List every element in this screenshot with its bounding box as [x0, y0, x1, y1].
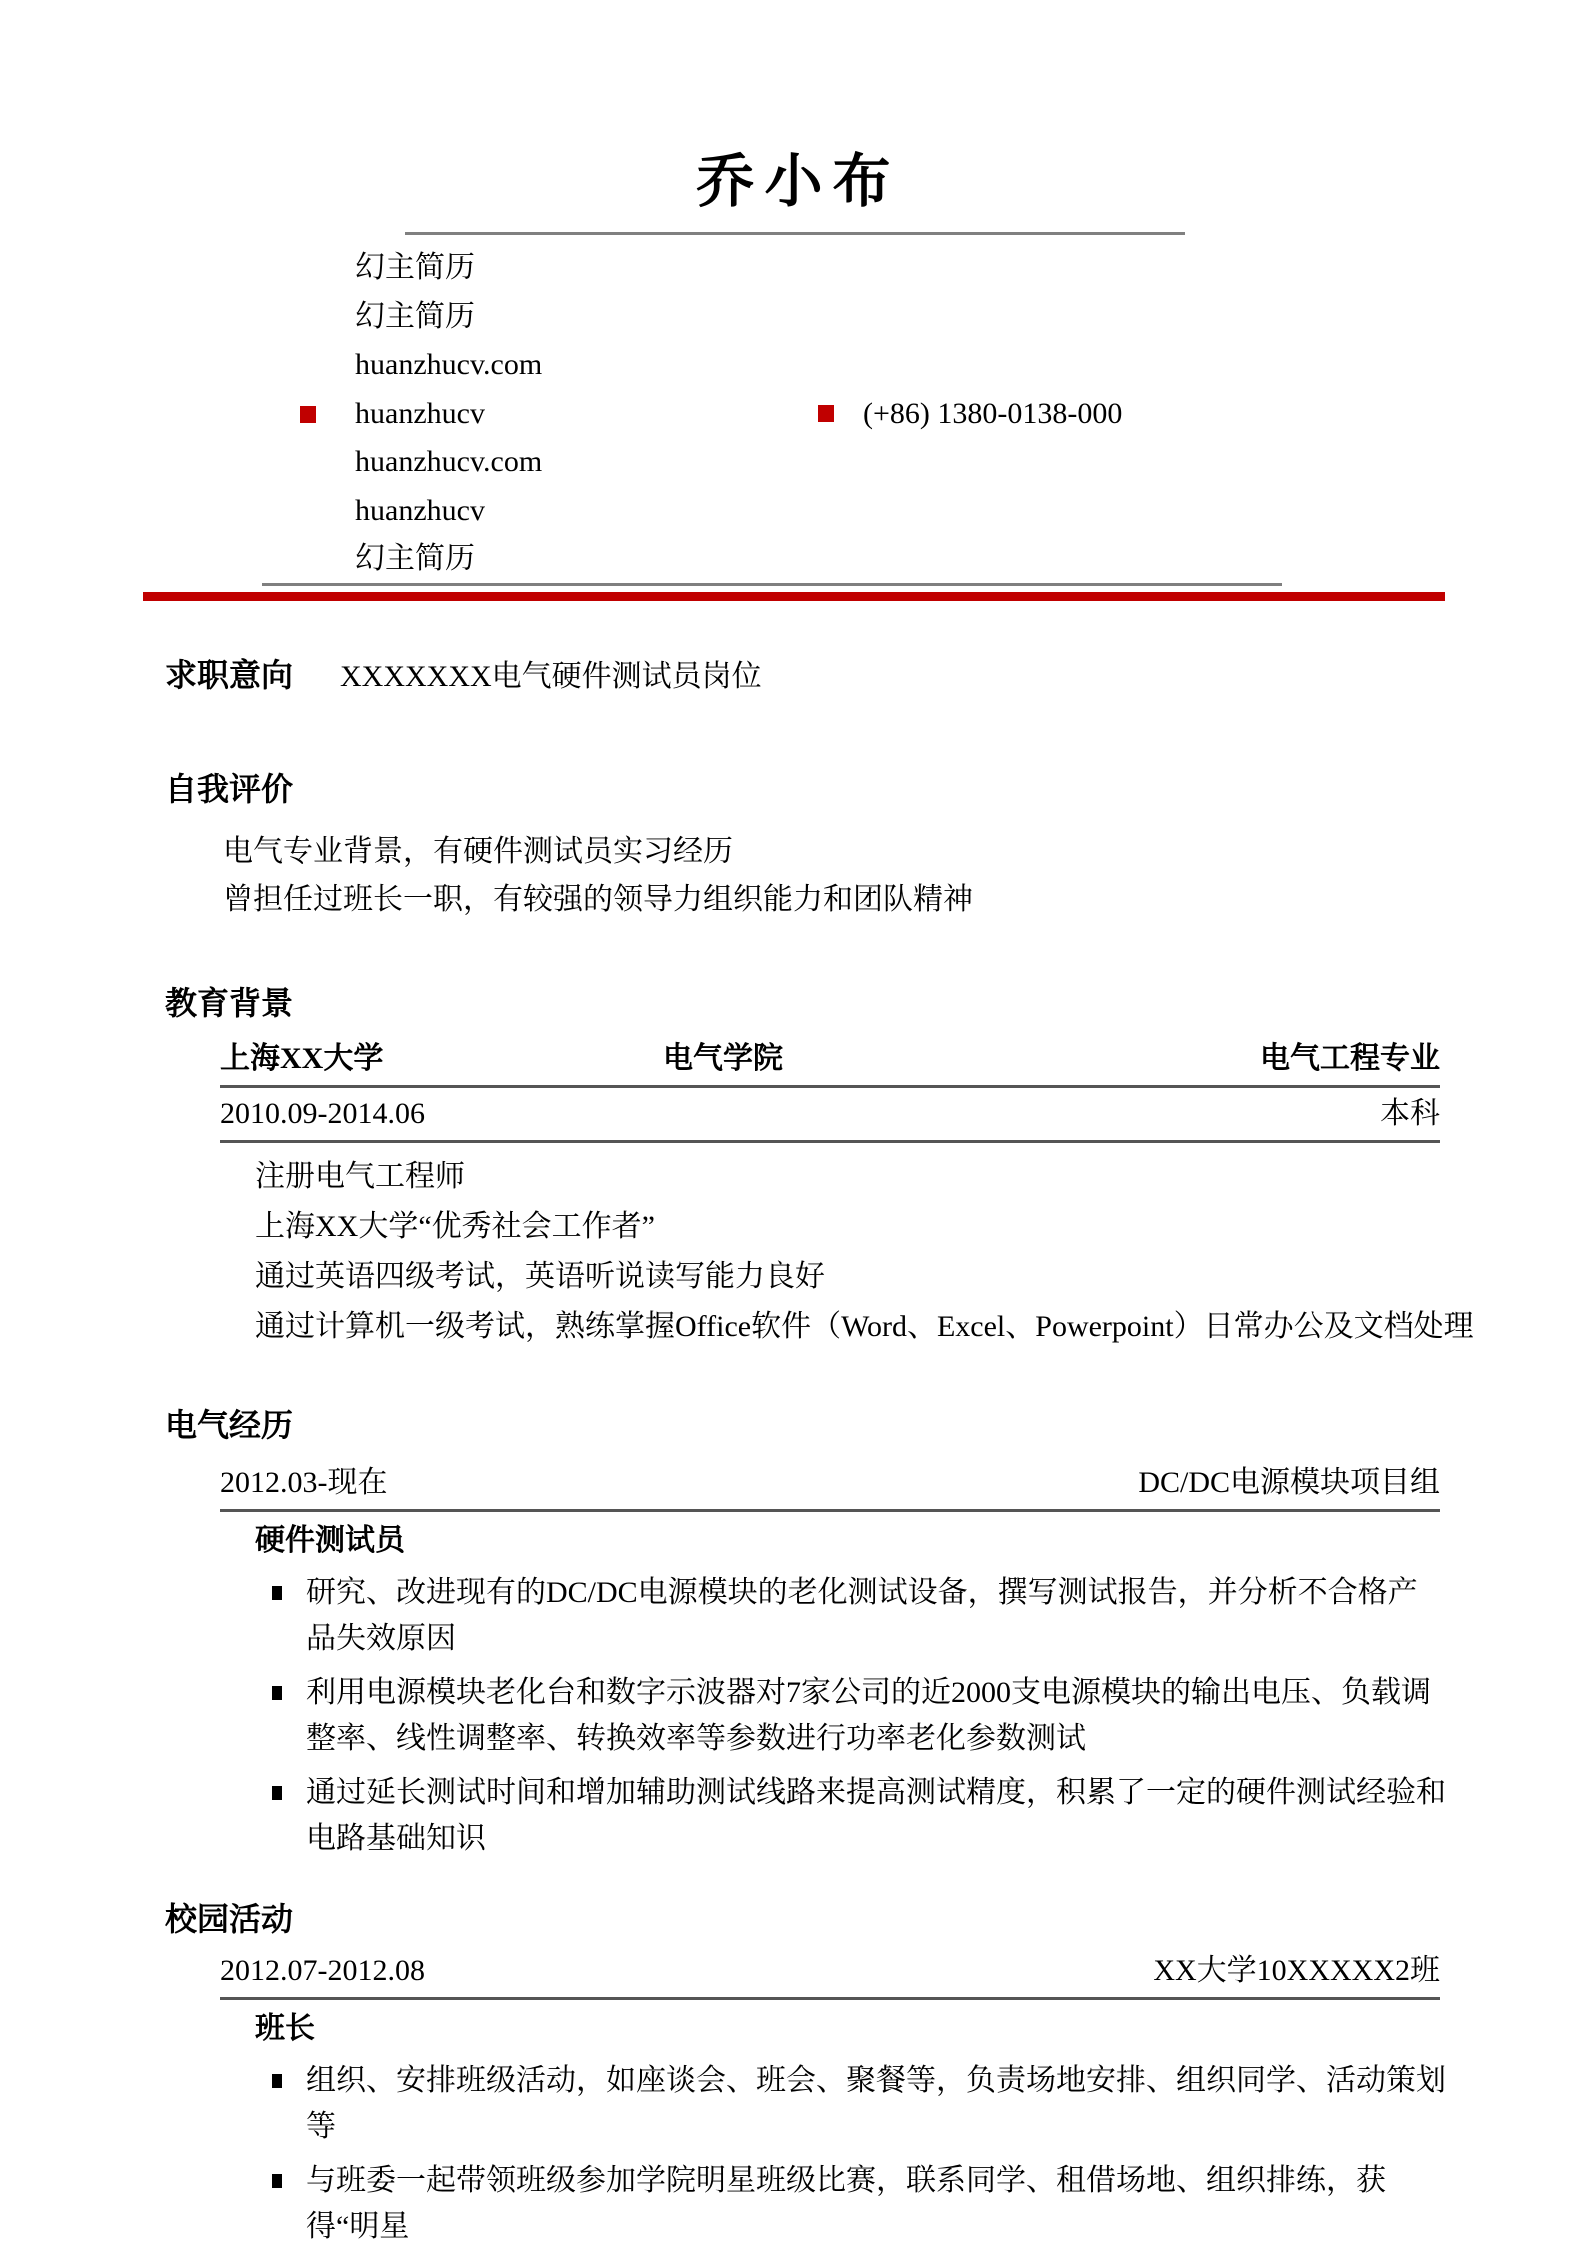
education-detail: 注册电气工程师	[255, 1160, 465, 1193]
header-divider-red	[143, 592, 1445, 601]
contact-phone-group	[818, 390, 1122, 439]
section-heading-experience: 电气经历	[165, 1407, 294, 1443]
education-period: 2010.09-2014.06	[220, 1097, 425, 1130]
campus-bullet-text: 组织、安排班级活动，如座谈会、班会、聚餐等，负责场地安排、组织同学、活动策划等	[306, 2064, 1446, 2143]
contact-row	[0, 535, 1587, 584]
title-underline	[405, 232, 1185, 235]
campus-bullet-text: 与班委一起带领班级参加学院明星班级比赛，联系同学、租借场地、组织排练，获得“明星	[306, 2164, 1386, 2243]
campus-header-row	[220, 1954, 1440, 2000]
self-evaluation-lines	[223, 828, 973, 924]
education-school: 上海XX大学	[220, 1042, 384, 1075]
education-period-row	[220, 1097, 1440, 1143]
contact-block	[0, 244, 1587, 584]
experience-bullet	[270, 1570, 1446, 1662]
campus-bullet	[270, 2058, 1446, 2150]
education-detail: 通过英语四级考试，英语听说读写能力良好	[255, 1260, 825, 1293]
contact-text: huanzhucv.com	[355, 445, 543, 479]
contact-text: 幻主简历	[355, 542, 475, 576]
campus-organization: XX大学10XXXXX2班	[1153, 1954, 1440, 1987]
education-major: 电气工程专业	[1260, 1042, 1440, 1075]
experience-bullet-text: 通过延长测试时间和增加辅助测试线路来提高测试精度，积累了一定的硬件测试经验和电路基础知识	[306, 1776, 1446, 1855]
campus-period: 2012.07-2012.08	[220, 1954, 425, 1987]
header-divider-thin	[262, 583, 1282, 586]
education-detail: 上海XX大学“优秀社会工作者”	[255, 1210, 655, 1243]
education-header-row	[220, 1042, 1440, 1088]
experience-bullet	[270, 1670, 1446, 1762]
experience-organization: DC/DC电源模块项目组	[1138, 1466, 1440, 1499]
education-details	[255, 1152, 1474, 1352]
red-square-bullet-icon	[818, 405, 834, 422]
page-title: 乔小布	[696, 149, 901, 214]
experience-role: 硬件测试员	[255, 1524, 405, 1557]
campus-role: 班长	[255, 2012, 315, 2045]
experience-bullet	[270, 1770, 1446, 1862]
contact-text: huanzhucv	[355, 396, 485, 430]
section-heading-self-evaluation: 自我评价	[165, 771, 294, 807]
experience-header-row	[220, 1466, 1440, 1512]
black-square-bullet-icon	[272, 1586, 282, 1600]
self-evaluation-line: 曾担任过班长一职，有较强的领导力组织能力和团队精神	[223, 883, 973, 916]
contact-row	[0, 438, 1587, 487]
contact-text: huanzhucv.com	[355, 348, 543, 382]
section-heading-objective: 求职意向	[165, 657, 294, 693]
experience-bullet-text: 研究、改进现有的DC/DC电源模块的老化测试设备，撰写测试报告，并分析不合格产品失效原因	[306, 1576, 1418, 1655]
contact-text: 幻主简历	[355, 251, 475, 285]
experience-bullet-list	[270, 1570, 1446, 1870]
phone-text: (+86) 1380-0138-000	[863, 396, 1123, 430]
campus-bullet-list	[270, 2058, 1446, 2244]
experience-period: 2012.03-现在	[220, 1466, 388, 1499]
contact-row	[0, 293, 1587, 342]
education-detail: 通过计算机一级考试，熟练掌握Office软件（Word、Excel、Powerpoint）日常办公及文档处理	[255, 1310, 1474, 1343]
section-heading-campus: 校园活动	[165, 1901, 294, 1937]
self-evaluation-line: 电气专业背景，有硬件测试员实习经历	[223, 835, 733, 868]
black-square-bullet-icon	[272, 2074, 282, 2088]
black-square-bullet-icon	[272, 1786, 282, 1800]
experience-bullet-text: 利用电源模块老化台和数字示波器对7家公司的近2000支电源模块的输出电压、负载调整率、线性调整率、转换效率等参数进行功率老化参数测试	[306, 1676, 1431, 1755]
contact-row	[0, 390, 1587, 439]
contact-text: 幻主简历	[355, 299, 475, 333]
education-degree: 本科	[1380, 1097, 1440, 1130]
education-college: 电气学院	[663, 1042, 783, 1075]
red-square-bullet-icon	[300, 406, 316, 423]
black-square-bullet-icon	[272, 1686, 282, 1700]
section-heading-education: 教育背景	[165, 985, 294, 1021]
campus-bullet	[270, 2158, 1446, 2244]
objective-text: XXXXXXX电气硬件测试员岗位	[340, 660, 762, 693]
contact-text: huanzhucv	[355, 493, 485, 527]
contact-row	[0, 487, 1587, 536]
black-square-bullet-icon	[272, 2174, 282, 2188]
section-objective	[165, 658, 762, 694]
contact-row	[0, 341, 1587, 390]
contact-row	[0, 244, 1587, 293]
